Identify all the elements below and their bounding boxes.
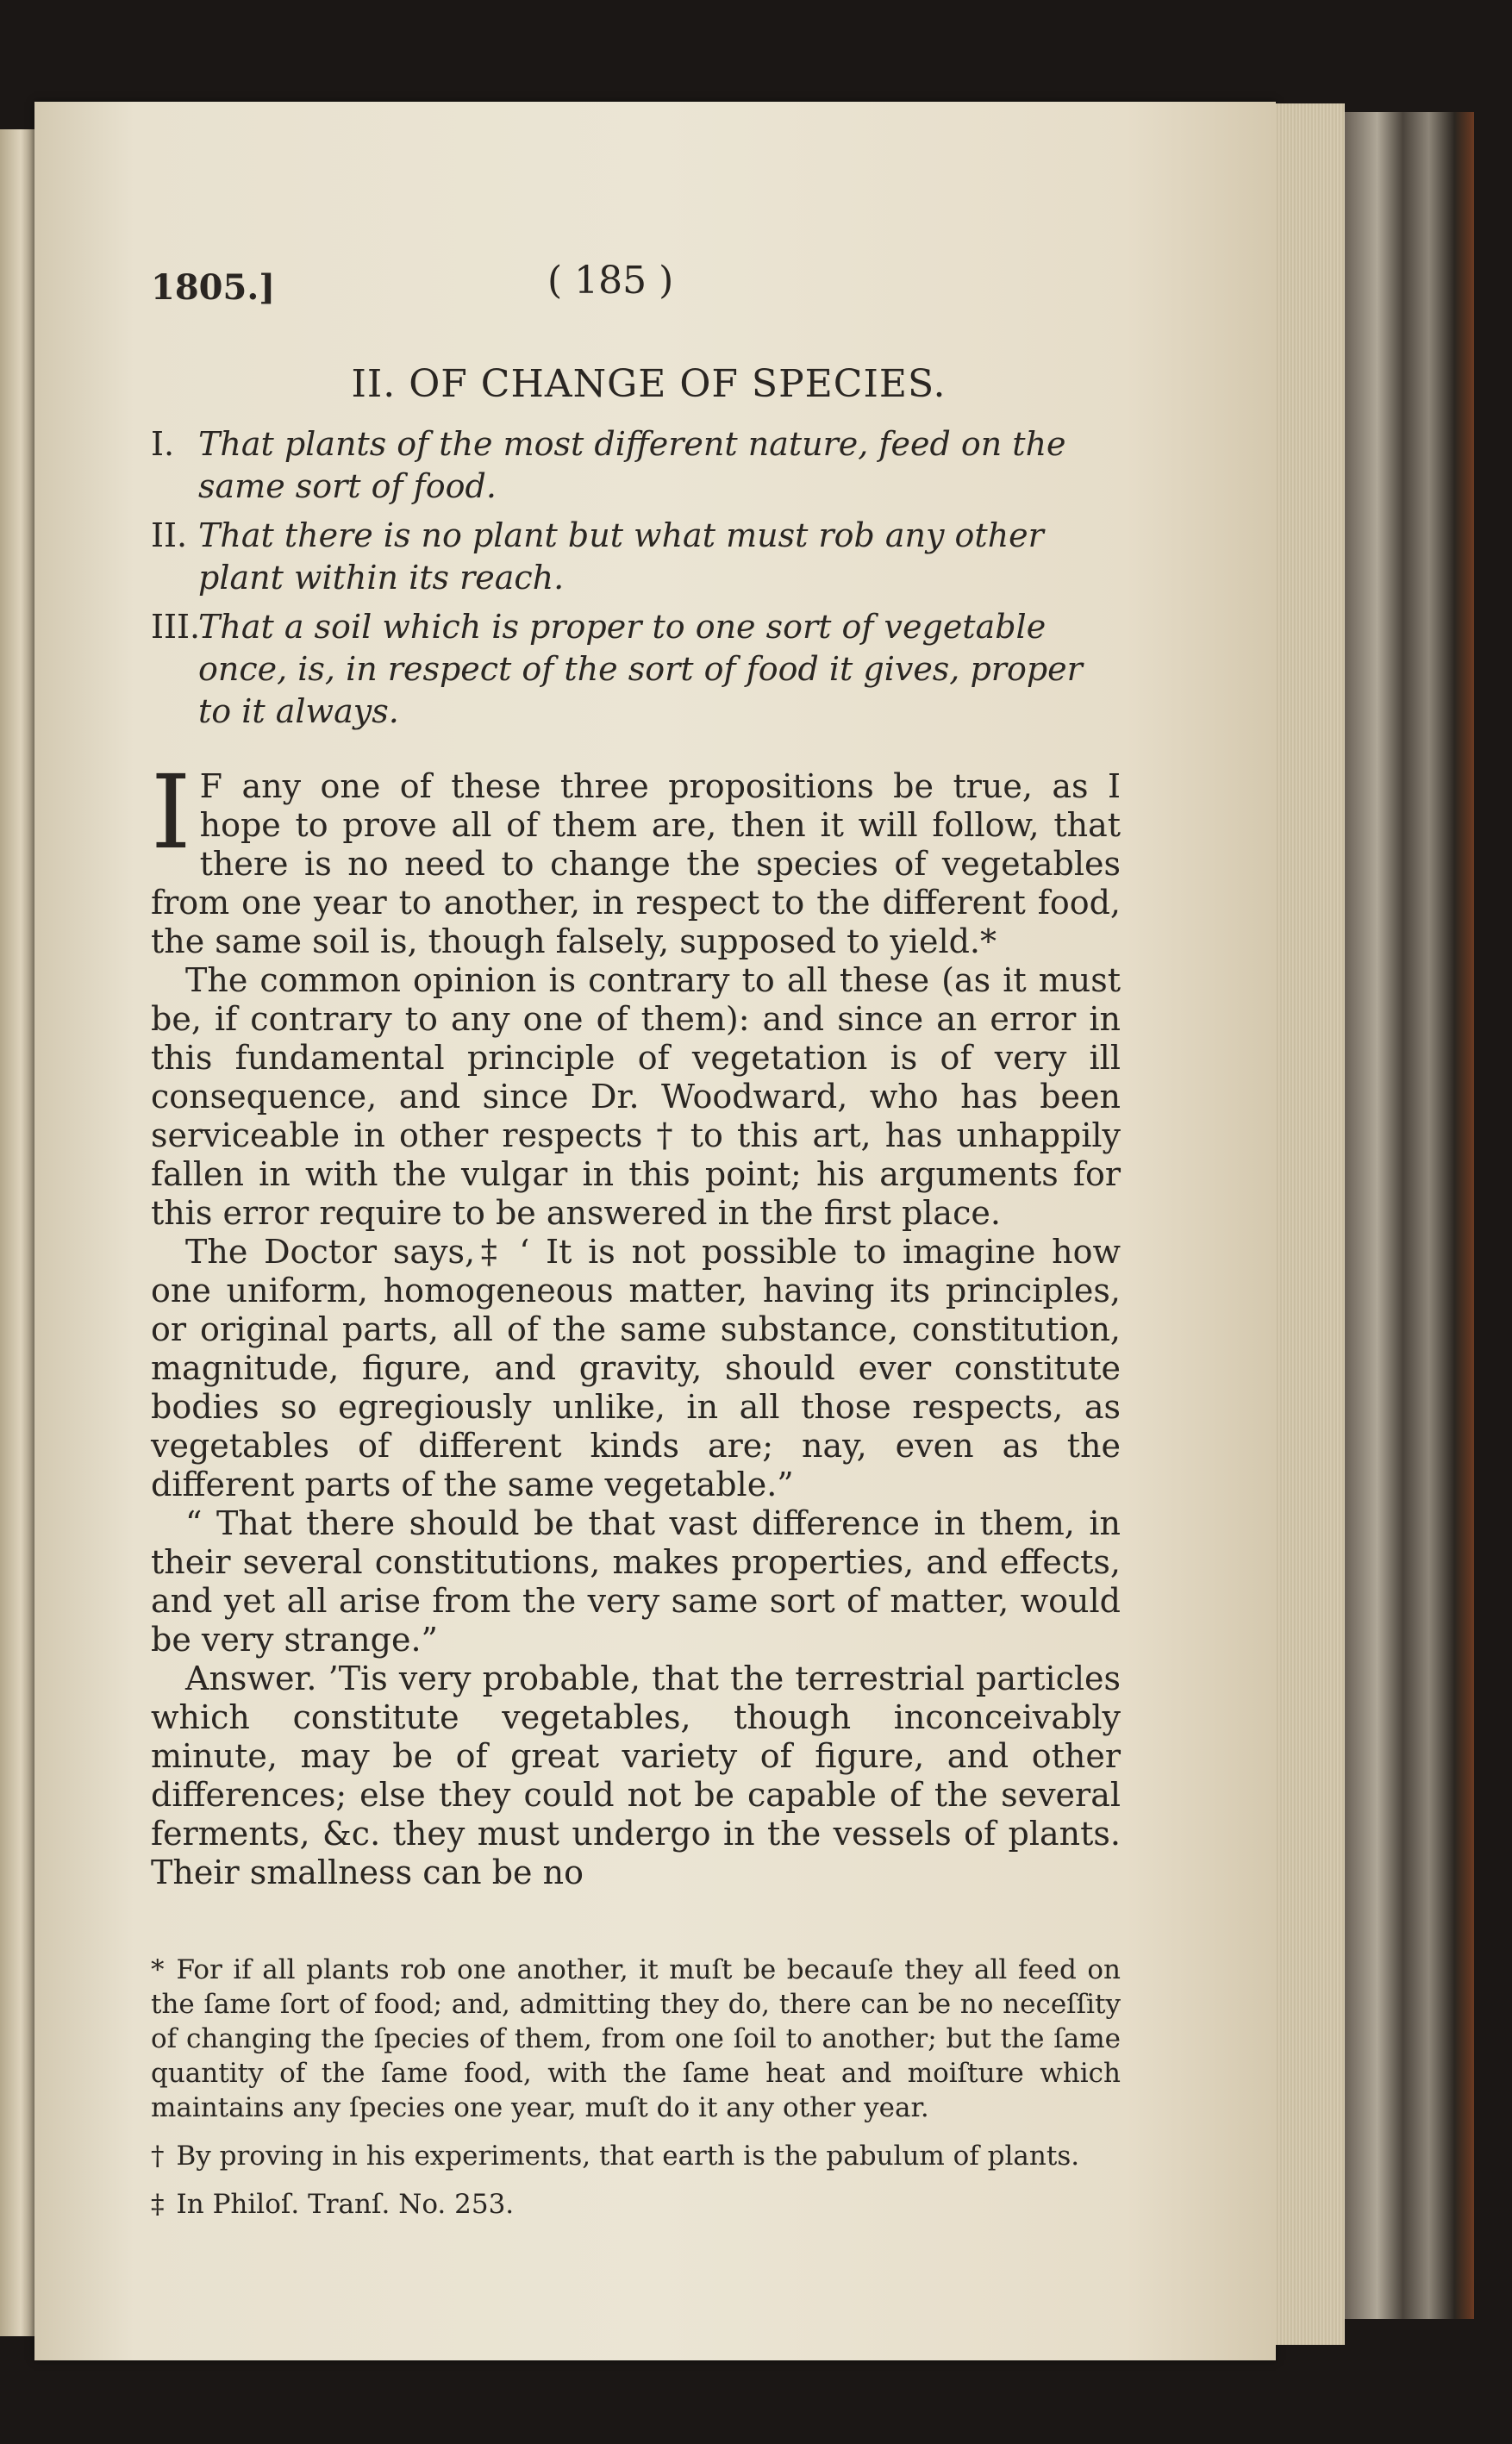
footnote-mark: * [151,1954,165,1985]
page-number: ( 185 ) [547,259,674,303]
footnote-text: In Philoſ. Tranſ. No. 253. [176,2189,515,2220]
page-fore-edge [1276,103,1345,2345]
facing-page-edge [0,129,34,2336]
page-content [151,250,1121,2235]
section-title: II. OF CHANGE OF SPECIES. [351,362,947,406]
proposition-number: I. [151,425,175,463]
footnote-mark: ‡ [151,2189,165,2220]
proposition-3 [151,606,1121,733]
footnotes [151,1953,1121,2222]
proposition-text: That a soil which is proper to one sort of vegetable once, is, in respect of the sort of food it gives, proper to it always. [198,608,1083,730]
paragraph-1 [151,753,1121,961]
proposition-number: II. [151,516,188,554]
footnote-mark: † [151,2141,165,2172]
paragraph-5: Answer. ’Tis very probable, that the terrestrial particles which constitute vegetables, though inconceivably minute, may be of great variety of figure, and other differences; else they could not be capable of the several ferments, &c. they must undergo in the vessels of plants. Their smallness can be no [151,1660,1121,1891]
drop-cap: I [151,753,191,872]
propositions-list [151,423,1121,733]
header-year: 1805.] [151,267,276,308]
footnote-1 [151,1953,1121,2125]
proposition-text: That there is no plant but what must rob any other plant within its reach. [198,516,1044,597]
running-header [151,250,1121,328]
paragraph-4: “ That there should be that vast difference in them, in their several constitutions, makes properties, and effects, and yet all arise from the very same sort of matter, would be very strange.” [151,1504,1121,1659]
proposition-1 [151,423,1121,508]
proposition-2 [151,515,1121,599]
footnote-text: For if all plants rob one another, it muſt be becauſe they all feed on the ſame ſort of food; and, admitting they do, there can be no neceſſity of changing the ſpecies of them, from one ſoil to another; but the ſame quantity of the ſame food, with the ſame heat and moiſture which maintains any ſpecies one year, muſt do it any other year. [151,1954,1121,2123]
footnote-3 [151,2187,1121,2222]
footnote-text: By proving in his experiments, that earth is the pabulum of plants. [176,2141,1080,2172]
footnote-2 [151,2139,1121,2173]
book-cover-marbled [1345,112,1474,2319]
paragraph-3: The Doctor says,‡ ‘ It is not possible to imagine how one uniform, homogeneous matter, having its principles, or original parts, all of the same substance, constitution, magnitude, figure, and gravity, should ever constitute bodies so egregiously unlike, in all those respects, as vegetables of different kinds are; nay, even as the different parts of the same vegetable.” [151,1233,1121,1503]
proposition-number: III. [151,608,201,646]
paragraph-text: F any one of these three propositions be true, as I hope to prove all of them are, then it will follow, that there is no need to change the species of vegetables from one year to another, in respect to the different food, the same soil is, though falsely, supposed to yield.* [151,767,1121,960]
body-text [151,753,1121,1892]
proposition-text: That plants of the most different nature, feed on the same sort of food. [198,425,1066,505]
paragraph-2: The common opinion is contrary to all these (as it must be, if contrary to any one of them): and since an error in this fundamental principle of vegetation is of very ill consequence, and since Dr. Woodward, who has been serviceable in other respects † to this art, has unhappily fallen in with the vulgar in this point; his arguments for this error require to be answered in the first place. [151,961,1121,1232]
